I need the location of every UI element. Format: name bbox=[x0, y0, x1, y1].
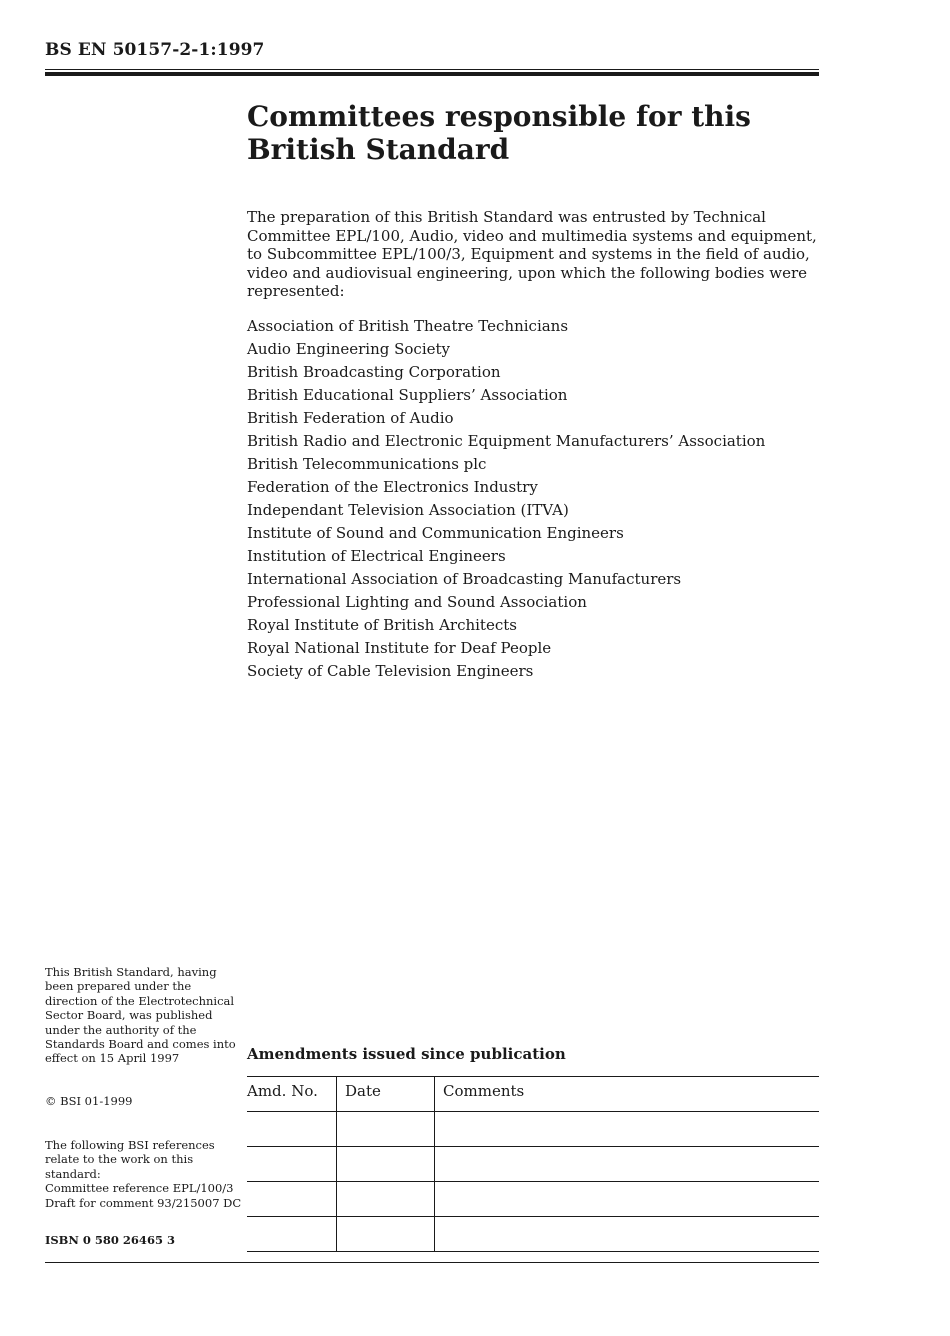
draft-reference: Draft for comment 93/215007 DC bbox=[45, 1195, 242, 1210]
column-header-comments: Comments bbox=[435, 1077, 820, 1112]
list-item: British Radio and Electronic Equipment Manufacturers’ Association bbox=[247, 432, 766, 450]
list-item: International Association of Broadcasting Manufacturers bbox=[247, 570, 682, 588]
header-rule-thin bbox=[45, 69, 819, 70]
list-item: Professional Lighting and Sound Association bbox=[247, 593, 587, 611]
table-cell bbox=[247, 1112, 337, 1147]
list-item: Royal National Institute for Deaf People bbox=[247, 639, 552, 657]
list-item: Institute of Sound and Communication Engineers bbox=[247, 524, 624, 542]
page-title-line-2: British Standard bbox=[247, 133, 510, 166]
table-cell bbox=[337, 1147, 435, 1182]
table-row bbox=[247, 1217, 819, 1252]
table-cell bbox=[435, 1217, 820, 1252]
table-row bbox=[247, 1112, 819, 1147]
amendments-heading: Amendments issued since publication bbox=[247, 1045, 566, 1063]
table-cell bbox=[435, 1147, 820, 1182]
table-cell bbox=[247, 1217, 337, 1252]
table-header-row bbox=[247, 1077, 819, 1112]
copyright-notice: © BSI 01-1999 bbox=[45, 1094, 133, 1108]
committee-reference: Committee reference EPL/100/3 bbox=[45, 1181, 234, 1196]
list-item: Federation of the Electronics Industry bbox=[247, 478, 538, 496]
bsi-references bbox=[45, 1138, 245, 1210]
list-item: British Federation of Audio bbox=[247, 409, 454, 427]
page-title bbox=[247, 100, 807, 166]
table-cell bbox=[247, 1147, 337, 1182]
column-header-date: Date bbox=[337, 1077, 435, 1112]
footer-rule bbox=[45, 1262, 819, 1263]
represented-bodies-list bbox=[247, 315, 819, 683]
header-rule-thick bbox=[45, 72, 819, 76]
page-title-line-1: Committees responsible for this bbox=[247, 100, 751, 133]
list-item: Audio Engineering Society bbox=[247, 340, 450, 358]
table-cell bbox=[435, 1112, 820, 1147]
list-item: British Telecommunications plc bbox=[247, 455, 487, 473]
table-cell bbox=[337, 1112, 435, 1147]
references-intro: The following BSI references relate to the work on this standard: bbox=[45, 1138, 215, 1181]
isbn: ISBN 0 580 26465 3 bbox=[45, 1233, 175, 1247]
table-cell bbox=[247, 1182, 337, 1217]
amendments-table bbox=[247, 1076, 819, 1252]
table-row bbox=[247, 1147, 819, 1182]
document-code: BS EN 50157-2-1:1997 bbox=[45, 40, 265, 60]
table-cell bbox=[337, 1217, 435, 1252]
list-item: Institution of Electrical Engineers bbox=[247, 547, 506, 565]
list-item: Association of British Theatre Technicians bbox=[247, 317, 569, 335]
list-item: Royal Institute of British Architects bbox=[247, 616, 517, 634]
publication-note: This British Standard, having been prepared under the direction of the Electrotechnical Sector Board, was published under the authority of the Standards Board and comes into effect on 15 April 1997 bbox=[45, 965, 236, 1066]
table-cell bbox=[337, 1182, 435, 1217]
intro-paragraph: The preparation of this British Standard was entrusted by Technical Committee EPL/100, Audio, video and multimedia systems and equipment, to Subcommittee EPL/100/3, Equipment and systems in the field of audio, video and audiovisual engineering, upon which the following bodies were represented: bbox=[247, 208, 817, 300]
table-row bbox=[247, 1182, 819, 1217]
column-header-amd-no: Amd. No. bbox=[247, 1077, 337, 1112]
list-item: British Broadcasting Corporation bbox=[247, 363, 501, 381]
list-item: British Educational Suppliers’ Association bbox=[247, 386, 568, 404]
list-item: Society of Cable Television Engineers bbox=[247, 662, 534, 680]
table-cell bbox=[435, 1182, 820, 1217]
list-item: Independant Television Association (ITVA) bbox=[247, 501, 569, 519]
